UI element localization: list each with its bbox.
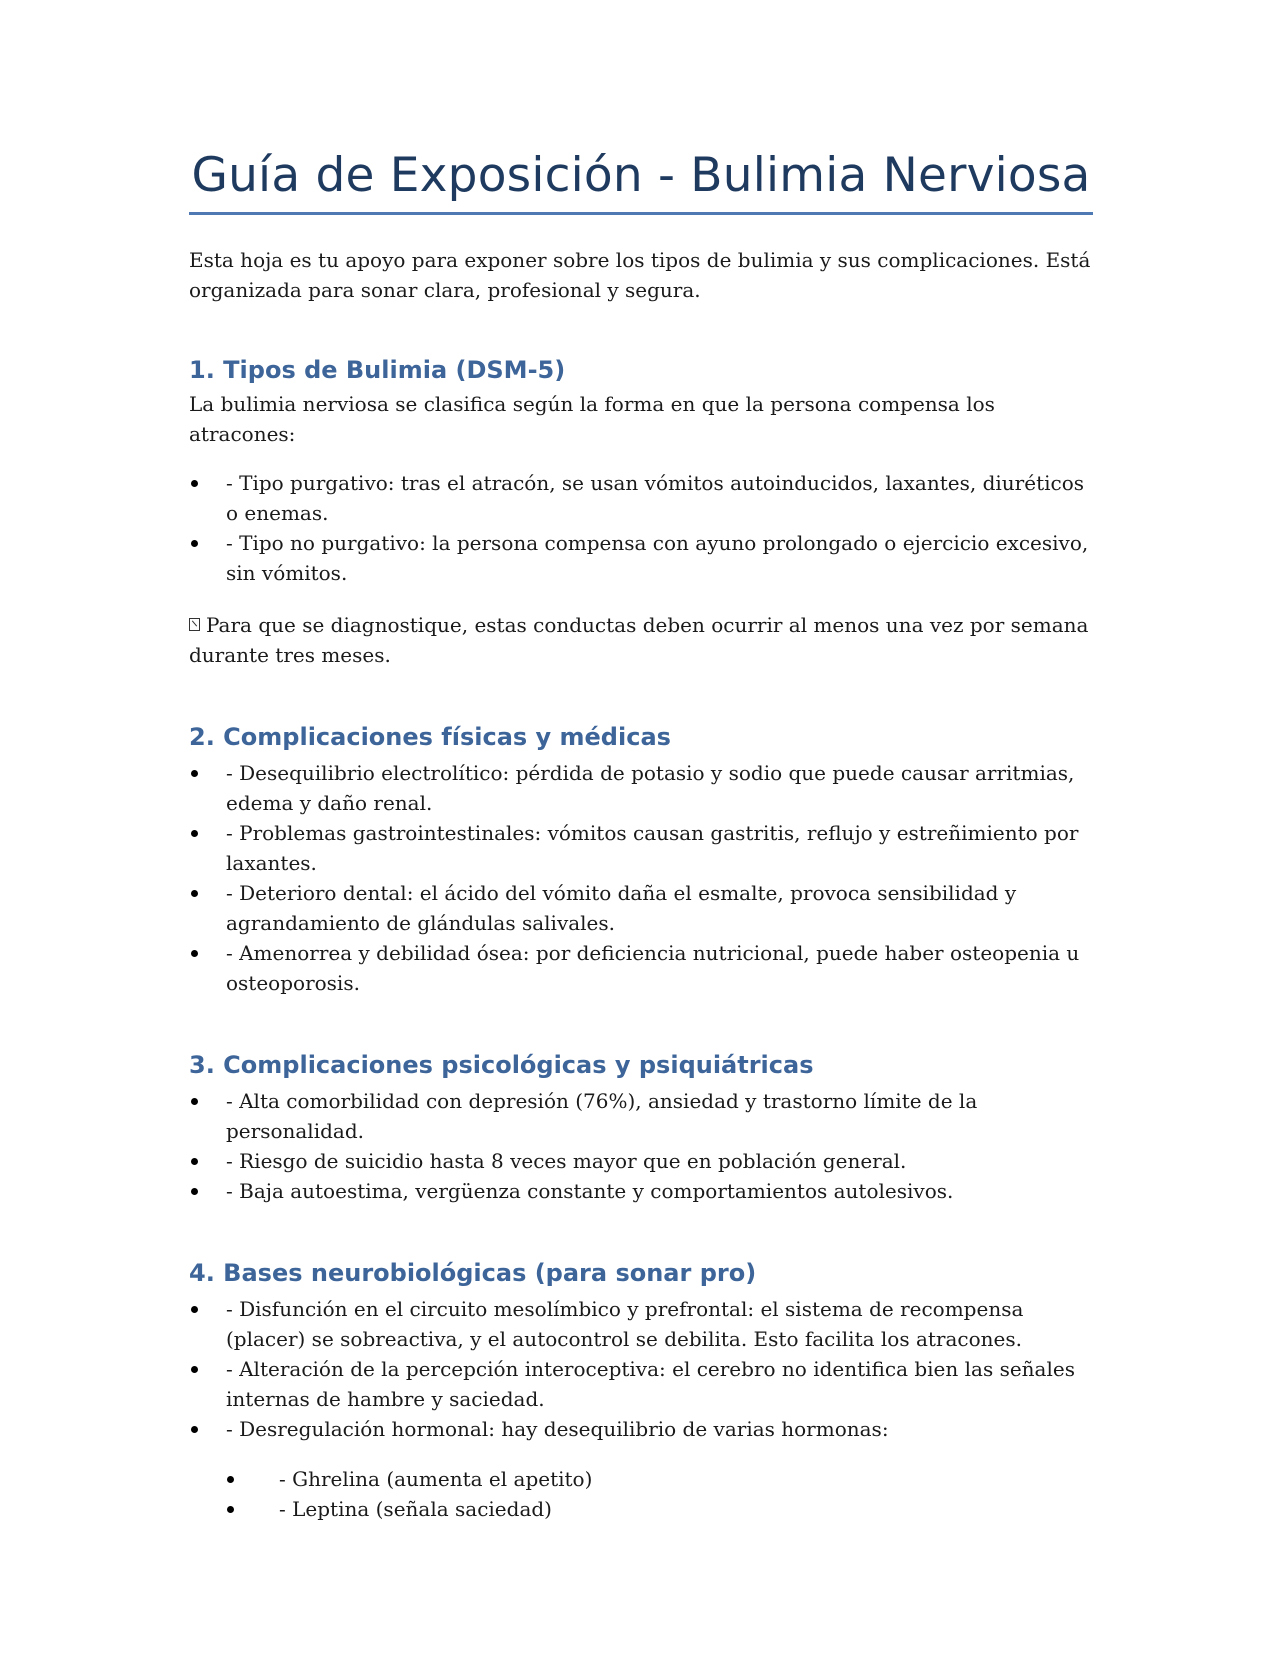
section-3-list — [189, 1086, 1093, 1206]
list-item: - Disfunción en el circuito mesolímbico y prefrontal: el sistema de recompensa (placer) se sobreactiva, y el autocontrol se debilita. Esto facilita los atracones. — [189, 1294, 1093, 1354]
list-item: - Tipo purgativo: tras el atracón, se usan vómitos autoinducidos, laxantes, diuréticos o enemas. — [189, 468, 1093, 528]
document-title: Guía de Exposición - Bulimia Nerviosa — [189, 150, 1093, 215]
list-item: - Problemas gastrointestinales: vómitos causan gastritis, reflujo y estreñimiento por laxantes. — [189, 818, 1093, 878]
list-item: - Tipo no purgativo: la persona compensa con ayuno prolongado o ejercicio excesivo, sin vómitos. — [189, 528, 1093, 588]
list-item: - Riesgo de suicidio hasta 8 veces mayor que en población general. — [189, 1146, 1093, 1176]
section-2-heading: 2. Complicaciones físicas y médicas — [189, 722, 671, 751]
missing-glyph-icon — [189, 618, 200, 631]
section-1-note-text: Para que se diagnostique, estas conductas deben ocurrir al menos una vez por semana durante tres meses. — [189, 612, 1089, 667]
list-item: - Alta comorbilidad con depresión (76%), ansiedad y trastorno límite de la personalidad. — [189, 1086, 1093, 1146]
section-1-lead: La bulimia nerviosa se clasifica según la forma en que la persona compensa los atracones: — [189, 391, 995, 446]
list-item: - Leptina (señala saciedad) — [189, 1494, 1093, 1524]
section-4-sublist — [189, 1464, 1093, 1524]
document-page — [189, 150, 1093, 1524]
intro-paragraph: Esta hoja es tu apoyo para exponer sobre los tipos de bulimia y sus complicaciones. Está organizada para sonar clara, profesional y segura. — [189, 247, 1091, 302]
list-item: - Deterioro dental: el ácido del vómito daña el esmalte, provoca sensibilidad y agrandamiento de glándulas salivales. — [189, 878, 1093, 938]
section-3-heading: 3. Complicaciones psicológicas y psiquiátricas — [189, 1050, 814, 1079]
section-1-list — [189, 468, 1093, 588]
list-item: - Amenorrea y debilidad ósea: por deficiencia nutricional, puede haber osteopenia u osteoporosis. — [189, 938, 1093, 998]
section-4-heading: 4. Bases neurobiológicas (para sonar pro) — [189, 1258, 757, 1287]
section-4-list — [189, 1294, 1093, 1444]
section-1-note — [189, 610, 1093, 670]
section-1-heading: 1. Tipos de Bulimia (DSM-5) — [189, 355, 566, 384]
list-item: - Desequilibrio electrolítico: pérdida de potasio y sodio que puede causar arritmias, edema y daño renal. — [189, 758, 1093, 818]
list-item: - Desregulación hormonal: hay desequilibrio de varias hormonas: — [189, 1414, 1093, 1444]
list-item: - Alteración de la percepción interoceptiva: el cerebro no identifica bien las señales internas de hambre y saciedad. — [189, 1354, 1093, 1414]
list-item: - Ghrelina (aumenta el apetito) — [189, 1464, 1093, 1494]
list-item: - Baja autoestima, vergüenza constante y comportamientos autolesivos. — [189, 1176, 1093, 1206]
section-2-list — [189, 758, 1093, 998]
